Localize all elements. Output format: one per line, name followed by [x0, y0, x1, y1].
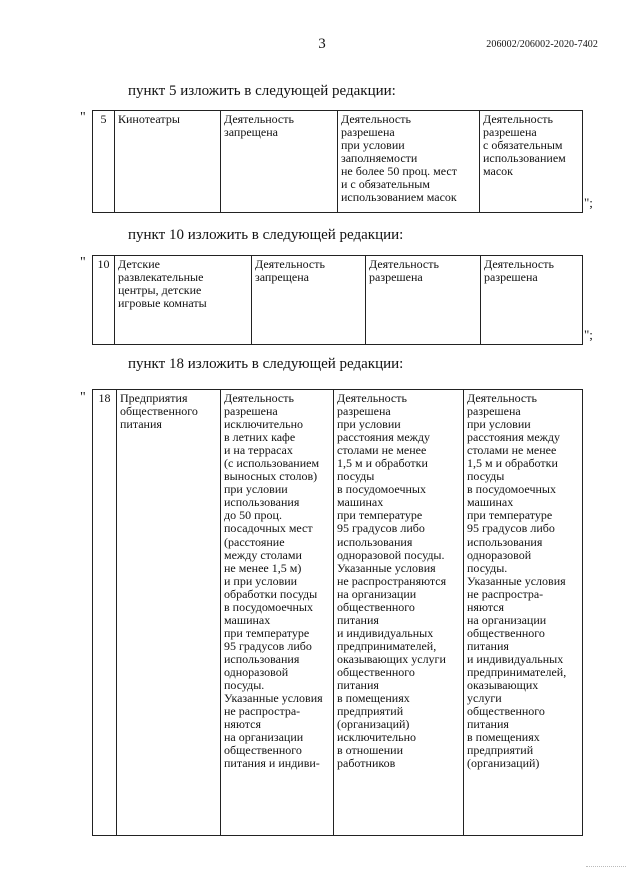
- cell-regime-2: Деятельность разрешена при условии заполняемости не более 50 проц. мест и с обязательным использованием масок: [338, 111, 480, 213]
- scan-artifact: [586, 866, 626, 868]
- cell-regime-1: Деятельность запрещена: [221, 111, 338, 213]
- document-number: 206002/206002-2020-7402: [486, 39, 598, 50]
- table-row: [93, 256, 583, 345]
- cell-object-type: Детские развлекательные центры, детские игровые комнаты: [115, 256, 252, 345]
- section-heading-5: пункт 5 изложить в следующей редакции:: [128, 83, 396, 99]
- cell-regime-2: Деятельность разрешена при условии расстояния между столами не менее 1,5 м и обработки посуды в посудомоечных машинах при температуре 95 градусов либо использования одноразовой посуды. Указанные условия не распространяются на организации общественного питания и индивидуальных предпринимателей, оказывающих услуги общественного питания в помещениях предприятий (организаций) исключительно в отношении работников: [334, 390, 464, 836]
- cell-number: 18: [93, 390, 117, 836]
- table-item-10: [92, 255, 583, 345]
- cell-object-type: Кинотеатры: [115, 111, 221, 213]
- cell-regime-2: Деятельность разрешена: [366, 256, 481, 345]
- cell-number: 5: [93, 111, 115, 213]
- cell-regime-3: Деятельность разрешена при условии расстояния между столами не менее 1,5 м и обработки посуды в посудомоечных машинах при температуре 95 градусов либо использования одноразовой посуды. Указанные условия не распростра- няются на организации общественного питания и индивидуальных предпринимателей, оказывающих услуги общественного питания в помещениях предприятий (организаций): [464, 390, 583, 836]
- cell-regime-3: Деятельность разрешена с обязательным использованием масок: [480, 111, 583, 213]
- page-number: 3: [318, 36, 326, 52]
- table-item-5: [92, 110, 583, 213]
- section-heading-18: пункт 18 изложить в следующей редакции:: [128, 356, 404, 372]
- table-item-18: [92, 389, 583, 836]
- cell-regime-3: Деятельность разрешена: [481, 256, 583, 345]
- open-quote-10: ": [80, 255, 86, 270]
- close-quote-10: ";: [584, 327, 593, 342]
- cell-regime-1: Деятельность разрешена исключительно в летних кафе и на террасах (с использованием выносных столов) при условии использования до 50 проц. посадочных мест (расстояние между столами не менее 1,5 м) и при условии обработки посуды в посудомоечных машинах при температуре 95 градусов либо использования одноразовой посуды. Указанные условия не распростра- няются на организации общественного питания и индиви-: [221, 390, 334, 836]
- cell-object-type: Предприятия общественного питания: [117, 390, 221, 836]
- cell-number: 10: [93, 256, 115, 345]
- table-row: [93, 390, 583, 836]
- open-quote-5: ": [80, 110, 86, 125]
- cell-regime-1: Деятельность запрещена: [252, 256, 366, 345]
- close-quote-5: ";: [584, 195, 593, 210]
- open-quote-18: ": [80, 390, 86, 405]
- table-row: [93, 111, 583, 213]
- section-heading-10: пункт 10 изложить в следующей редакции:: [128, 227, 404, 243]
